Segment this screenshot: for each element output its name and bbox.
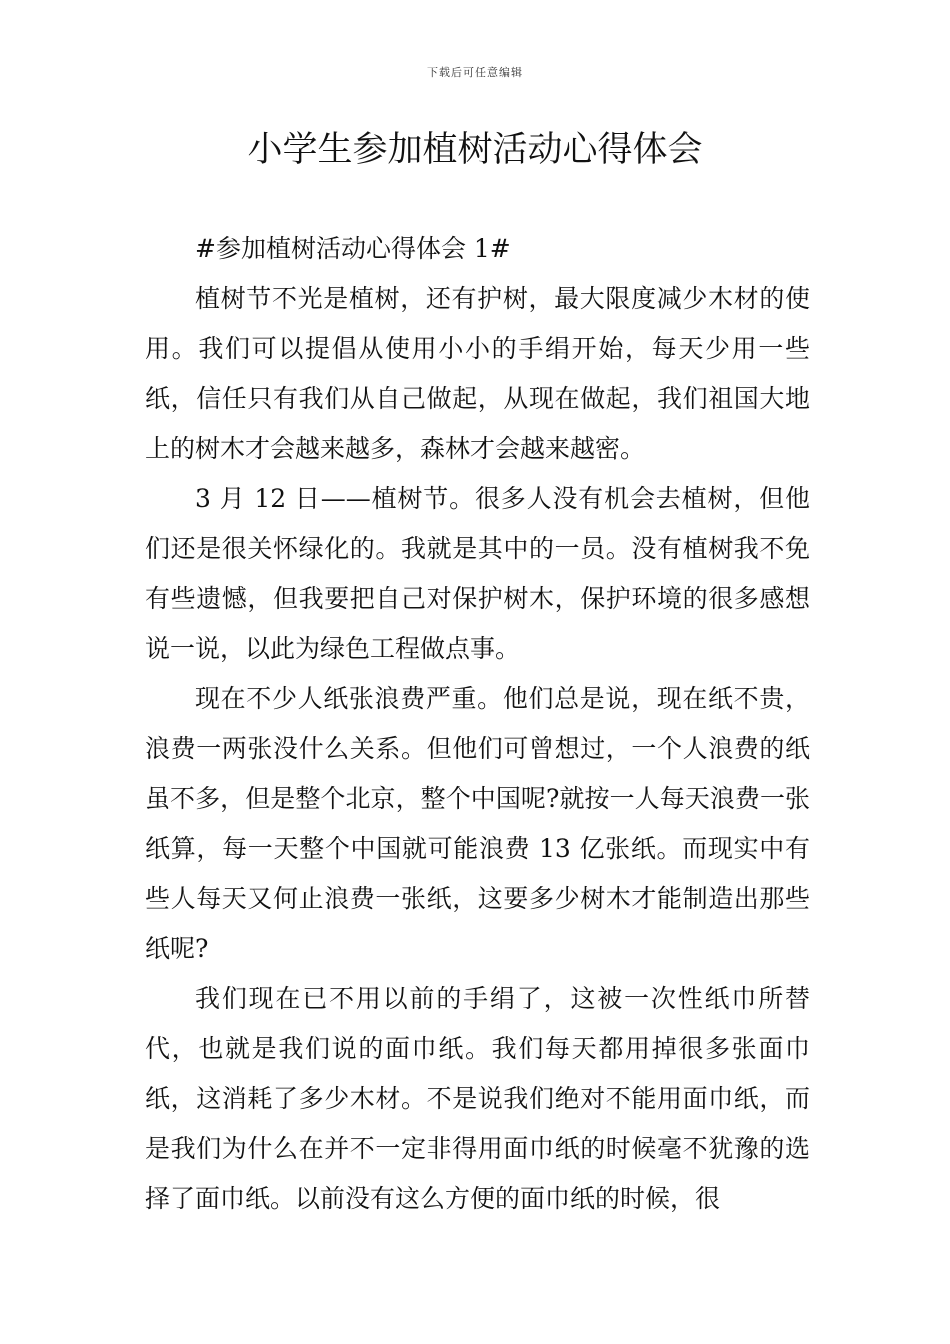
paragraph: 植树节不光是植树，还有护树，最大限度减少木材的使用。我们可以提倡从使用小小的手绢开始，每天少用一些纸，信任只有我们从自己做起，从现在做起，我们祖国大地上的树木才会越来越多，森林才会越来越密。	[145, 284, 810, 463]
header-note: 下载后可任意编辑	[427, 66, 523, 79]
section-heading: #参加植树活动心得体会 1#	[195, 234, 511, 263]
paragraph: 现在不少人纸张浪费严重。他们总是说，现在纸不贵，浪费一两张没什么关系。但他们可曾想过，一个人浪费的纸虽不多，但是整个北京，整个中国呢?就按一人每天浪费一张纸算，每一天整个中国就可能浪费 13 亿张纸。而现实中有些人每天又何止浪费一张纸，这要多少树木才能制造出那些纸呢?	[145, 684, 810, 963]
paragraph: 3 月 12 日——植树节。很多人没有机会去植树，但他们还是很关怀绿化的。我就是其中的一员。没有植树我不免有些遗憾，但我要把自己对保护树木，保护环境的很多感想说一说，以此为绿色工程做点事。	[145, 484, 810, 663]
document-body	[145, 224, 810, 1224]
document-title: 小学生参加植树活动心得体会	[247, 130, 703, 170]
paragraph: 我们现在已不用以前的手绢了，这被一次性纸巾所替代，也就是我们说的面巾纸。我们每天都用掉很多张面巾纸，这消耗了多少木材。不是说我们绝对不能用面巾纸，而是我们为什么在并不一定非得用面巾纸的时候毫不犹豫的选择了面巾纸。以前没有这么方便的面巾纸的时候，很	[145, 984, 810, 1213]
